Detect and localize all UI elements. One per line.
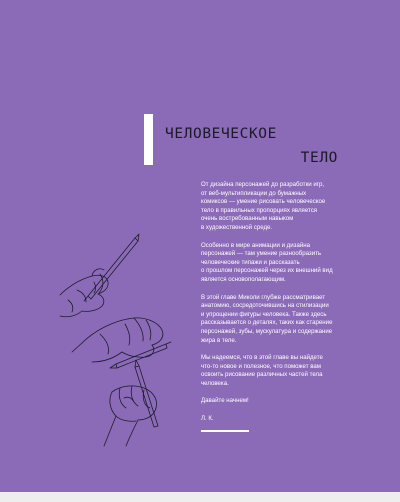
hand-pencil-sketch-2-icon [72,318,171,368]
paragraph: Давайте начнем! [201,397,249,405]
hand-pencil-sketch-1-icon [60,234,139,317]
end-rule [201,430,249,432]
page-bottom-edge [0,492,400,502]
paragraph: Мы надеемся, что в этой главе вы найдете что-то новое и полезное, что поможет вам освоить рисование различных частей тела человека. [201,354,323,387]
signature: Л. К. [201,415,214,423]
paragraph: От дизайна персонажей до разработки игр, от веб-мультипликации до бумажных комиксов — умение рисовать человеческое тело в правильных пропорциях является очень востребованным навыком в художественной среде. [201,181,326,231]
hand-pencil-sketch-3-icon [104,360,158,446]
chapter-title-line1: ЧЕЛОВЕЧЕСКОЕ [165,126,277,142]
chapter-title-line2: ТЕЛО [300,150,338,166]
chapter-intro-text [201,181,371,432]
paragraph: Особенно в мире анимации и дизайна персонажей — там умение разнообразить человеческие типажи и рассказать о прошлом персонажей через их внешний вид является основополагающим. [201,241,333,283]
paragraph: В этой главе Миколи глубже рассматривает анатомию, сосредоточившись на стилизации и упрощении фигуры человека. Также здесь рассказывается о деталях, таких как старение персонажей, зубы, мускулатура и содержание жира в теле. [201,293,333,344]
